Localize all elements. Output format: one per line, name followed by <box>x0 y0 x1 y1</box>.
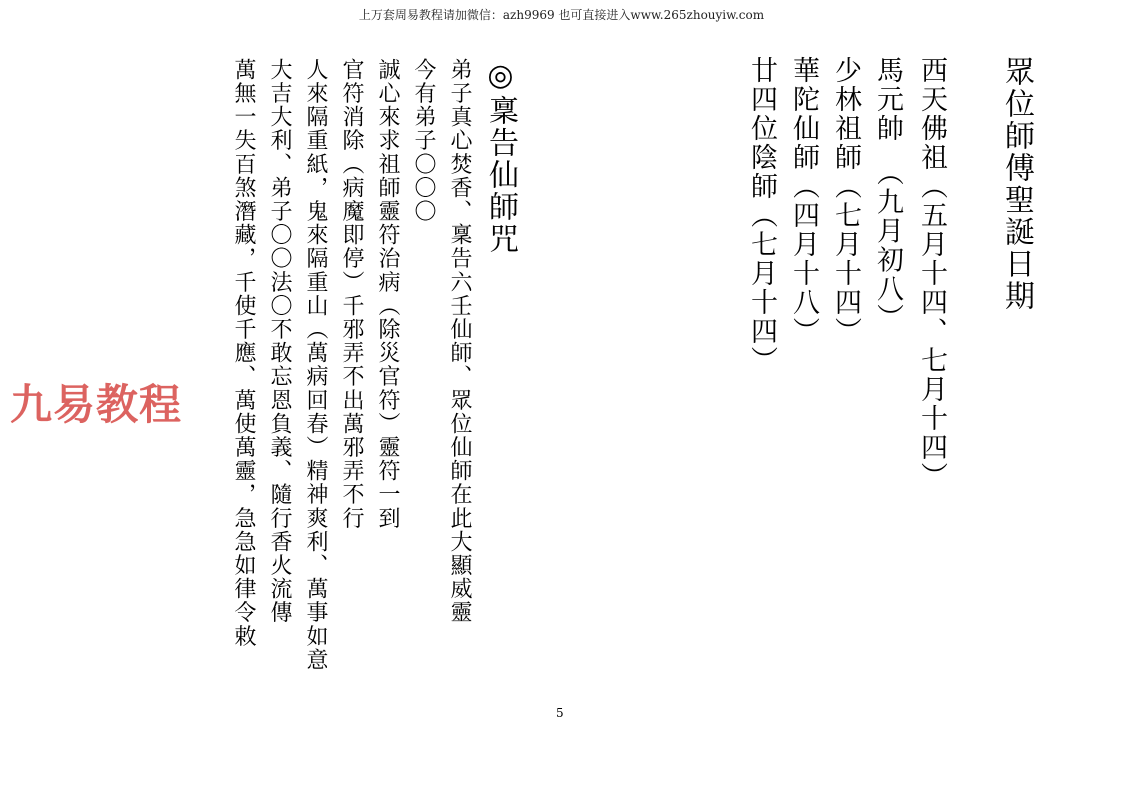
birthday-entry: 華陀仙師（四月十八） <box>788 56 819 346</box>
birthday-entry: 廿四位陰師（七月十四） <box>746 56 777 375</box>
incantation-line: 大吉大利、弟子〇〇法〇不敢忘恩負義、隨行香火流傳 <box>267 58 292 625</box>
birthday-entry: 西天佛祖（五月十四、七月十四） <box>916 56 947 491</box>
birthday-entry: 少林祖師（七月十四） <box>830 56 861 346</box>
birthdays-title: 眾位師傅聖誕日期 <box>999 56 1034 312</box>
incantation-line: 官符消除（病魔即停）千邪弄不出萬邪弄不行 <box>339 58 364 530</box>
watermark-logo: 九易教程 <box>10 380 183 429</box>
incantation-line: 誠心來求祖師靈符治病（除災官符）靈符一到 <box>375 58 400 530</box>
incantation-title: ◎稟告仙師咒 <box>483 58 518 255</box>
incantation-line: 今有弟子〇〇〇 <box>411 58 436 224</box>
incantation-line: 人來隔重紙，鬼來隔重山（萬病回春）精神爽利、萬事如意 <box>303 58 328 672</box>
incantation-line: 弟子真心焚香、稟告六壬仙師、眾位仙師在此大顯威靈 <box>447 58 472 625</box>
incantation-line: 萬無一失百煞潛藏，千使千應、萬使萬靈，急急如律令敕 <box>231 58 256 648</box>
header-notice: 上万套周易教程请加微信：azh9969 也可直接进入www.265zhouyiw.com <box>358 8 765 22</box>
page-number: 5 <box>556 706 564 720</box>
birthday-entry: 馬元帥 （九月初八） <box>872 56 903 333</box>
